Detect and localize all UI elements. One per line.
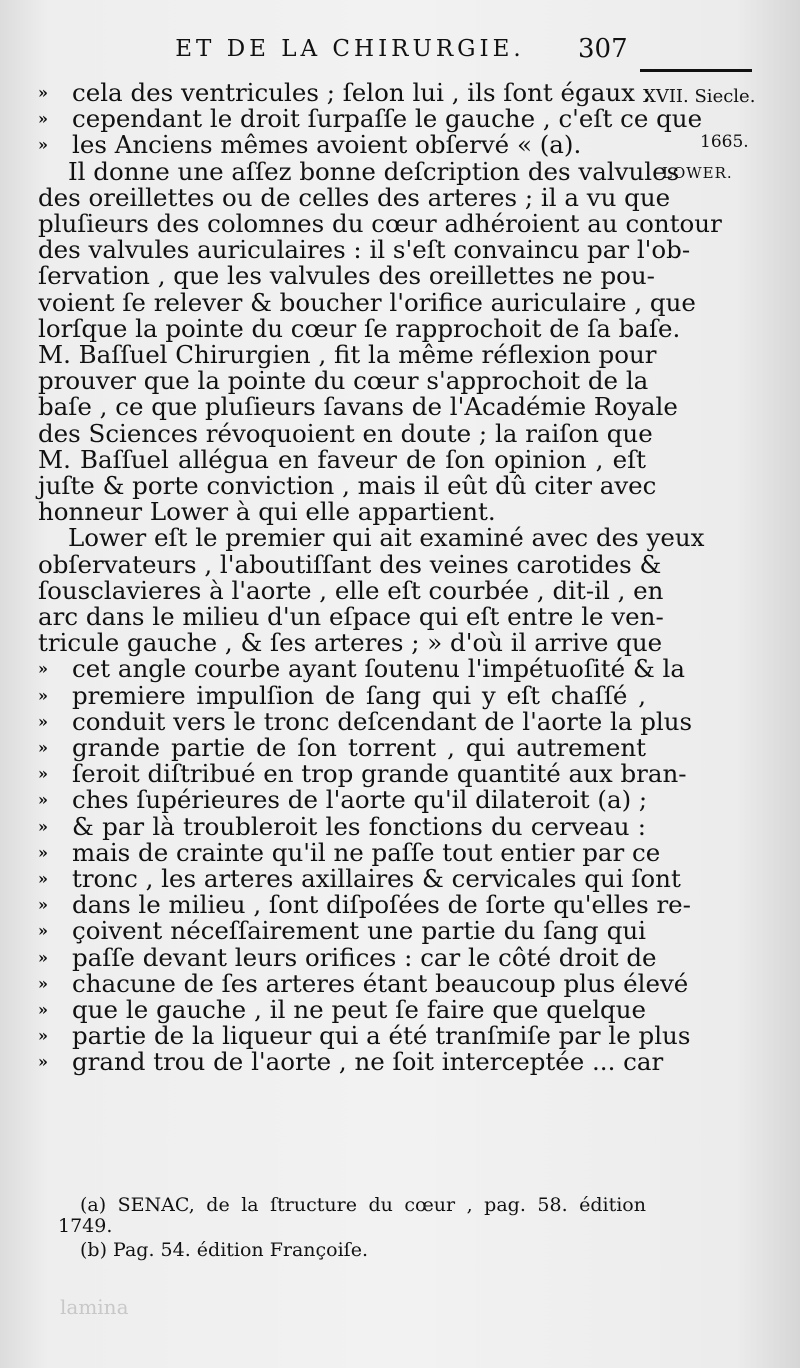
footnote-a-continued: 1749. xyxy=(58,1215,113,1237)
quote-mark: » xyxy=(38,764,48,783)
text-line: chacune de ſes arteres étant beaucoup plus élevé xyxy=(72,969,689,998)
quote-mark: » xyxy=(38,817,48,836)
text-line: ſervation , que les valvules des oreillettes ne pou- xyxy=(38,261,655,290)
quote-mark: » xyxy=(38,1026,48,1045)
text-line: que le gauche , il ne peut ſe faire que quelque xyxy=(72,995,646,1024)
text-line: grande partie de ſon torrent , qui autrement xyxy=(72,733,646,762)
text-line: cependant le droit ſurpaſſe le gauche , c'eſt ce que xyxy=(72,104,703,133)
margin-rule xyxy=(640,69,752,72)
text-line: les Anciens mêmes avoient obſervé « (a). xyxy=(72,130,582,159)
text-line: tronc , les arteres axillaires & cervicales qui ſont xyxy=(72,864,681,893)
text-line: grand trou de l'aorte , ne ſoit interceptée ... car xyxy=(72,1047,664,1076)
text-line: voient ſe relever & boucher l'orifice auriculaire , que xyxy=(38,288,696,317)
text-line: ſeroit diſtribué en trop grande quantité aux bran- xyxy=(72,759,687,788)
quote-mark: » xyxy=(38,1000,48,1019)
text-line: mais de crainte qu'il ne paſſe tout entier par ce xyxy=(72,838,661,867)
text-line: & par là troubleroit les fonctions du cerveau : xyxy=(72,812,646,841)
quote-mark: » xyxy=(38,686,48,705)
text-line: partie de la liqueur qui a été tranſmiſe par le plus xyxy=(72,1021,691,1050)
quote-mark: » xyxy=(38,659,48,678)
quote-mark: » xyxy=(38,135,48,154)
text-line: juſte & porte conviction , mais il eût dû citer avec xyxy=(38,471,657,500)
text-line: obſervateurs , l'aboutiſſant des veines carotides & xyxy=(38,550,662,579)
text-line: des valvules auriculaires : il s'eſt convaincu par l'ob- xyxy=(38,235,691,264)
text-line: prouver que la pointe du cœur s'approchoit de la xyxy=(38,366,649,395)
quote-mark: » xyxy=(38,974,48,993)
text-line: ſousclavieres à l'aorte , elle eſt courbée , dit-il , en xyxy=(38,576,664,605)
text-line: Lower eſt le premier qui ait examiné avec des yeux xyxy=(68,523,705,552)
text-line: cet angle courbe ayant ſoutenu l'impétuoſité & la xyxy=(72,654,686,683)
text-line: Il donne une aſſez bonne deſcription des valvules xyxy=(68,157,680,186)
bleed-through-text: lamina xyxy=(60,1295,129,1319)
text-line: M. Baſſuel allégua en faveur de ſon opinion , eſt xyxy=(38,445,646,474)
text-line: M. Baſſuel Chirurgien , fit la même réflexion pour xyxy=(38,340,657,369)
quote-mark: » xyxy=(38,712,48,731)
text-line: conduit vers le tronc deſcendant de l'aorte la plus xyxy=(72,707,693,736)
text-line: cela des ventricules ; ſelon lui , ils ſont égaux : xyxy=(72,78,651,107)
text-line: pluſieurs des colomnes du cœur adhéroient au contour xyxy=(38,209,722,238)
margin-note-author: LOWER. xyxy=(662,164,733,182)
quote-mark: » xyxy=(38,738,48,757)
text-line: premiere impulſion de ſang qui y eſt chaſſé , xyxy=(72,681,646,710)
footnote-b: (b) Pag. 54. édition Françoiſe. xyxy=(80,1239,368,1261)
margin-note-century: XVII. Siecle. xyxy=(643,86,756,107)
text-line: baſe , ce que pluſieurs ſavans de l'Académie Royale xyxy=(38,392,678,421)
footnote-a: (a) SENAC, de la ſtructure du cœur , pag. 58. édition xyxy=(80,1194,646,1216)
text-line: lorſque la pointe du cœur ſe rapprochoit de ſa baſe. xyxy=(38,314,681,343)
page-number: 307 xyxy=(578,34,628,64)
text-line: tricule gauche , & ſes arteres ; » d'où il arrive que xyxy=(38,628,663,657)
text-line: des oreillettes ou de celles des arteres ; il a vu que xyxy=(38,183,671,212)
quote-mark: » xyxy=(38,790,48,809)
quote-mark: » xyxy=(38,83,48,102)
text-line: des Sciences révoquoient en doute ; la raiſon que xyxy=(38,419,653,448)
quote-mark: » xyxy=(38,1052,48,1071)
quote-mark: » xyxy=(38,109,48,128)
text-line: ches ſupérieures de l'aorte qu'il dilateroit (a) ; xyxy=(72,785,648,814)
text-line: arc dans le milieu d'un eſpace qui eſt entre le ven- xyxy=(38,602,664,631)
quote-mark: » xyxy=(38,869,48,888)
text-line: paſſe devant leurs orifices : car le côté droit de xyxy=(72,943,657,972)
text-line: dans le milieu , ſont diſpoſées de ſorte qu'elles re- xyxy=(72,890,691,919)
margin-note-year: 1665. xyxy=(700,132,749,152)
text-line: honneur Lower à qui elle appartient. xyxy=(38,497,496,526)
quote-mark: » xyxy=(38,948,48,967)
quote-mark: » xyxy=(38,895,48,914)
running-head: ET DE LA CHIRURGIE. xyxy=(175,36,525,62)
text-line: çoivent néceſſairement une partie du ſang qui xyxy=(72,916,646,945)
quote-mark: » xyxy=(38,843,48,862)
quote-mark: » xyxy=(38,921,48,940)
